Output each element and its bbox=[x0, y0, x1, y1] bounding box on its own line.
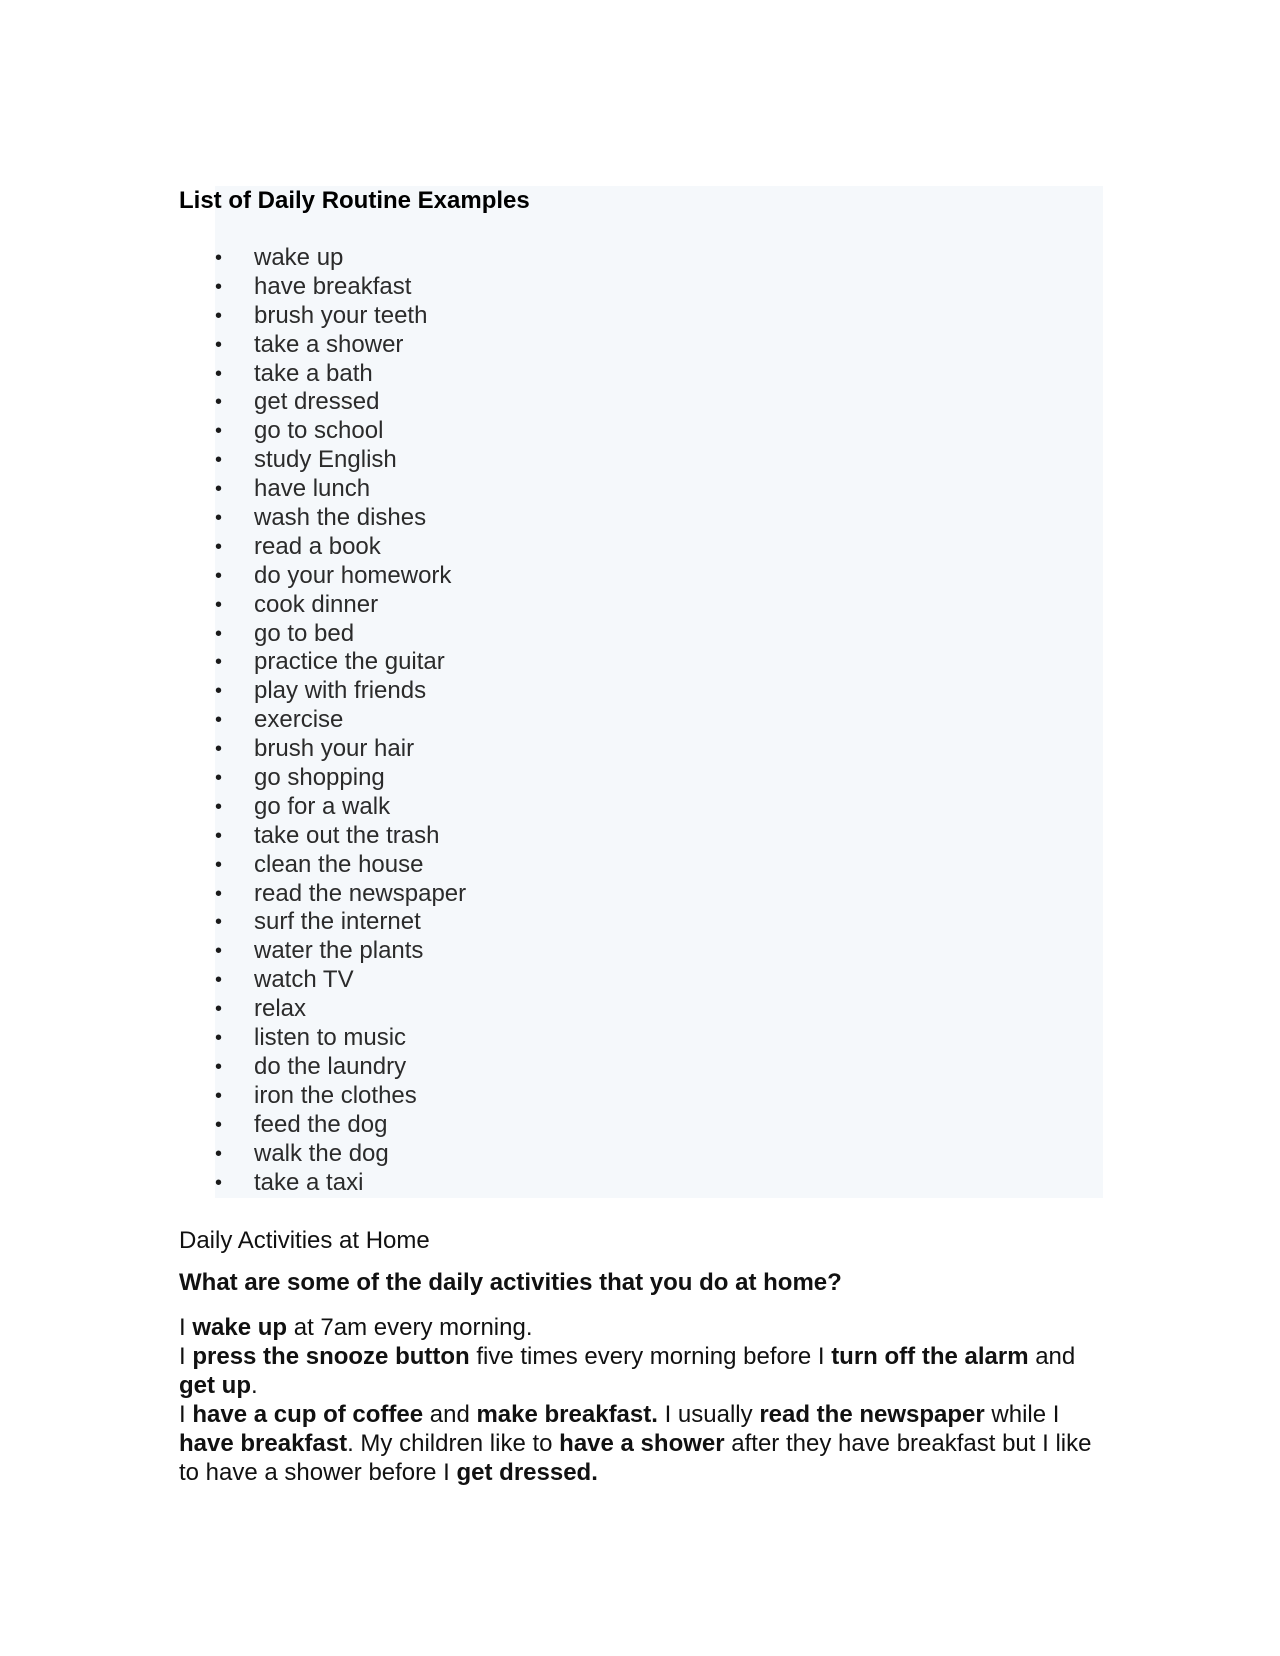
list-item bbox=[215, 302, 466, 331]
list-item-label: listen to music bbox=[254, 1024, 407, 1052]
list-item bbox=[215, 966, 466, 995]
bullet-icon: • bbox=[215, 449, 223, 472]
paragraph-text: and bbox=[423, 1401, 477, 1428]
paragraph-text: I usually bbox=[657, 1401, 760, 1428]
list-item-label: have breakfast bbox=[254, 272, 412, 300]
bullet-icon: • bbox=[215, 1171, 223, 1194]
list-item bbox=[215, 360, 466, 389]
paragraph-bold-phrase: get dressed. bbox=[456, 1459, 598, 1486]
list-item-label: clean the house bbox=[254, 850, 424, 878]
bullet-icon: • bbox=[215, 564, 223, 587]
list-item bbox=[215, 504, 466, 533]
bullet-icon: • bbox=[215, 535, 223, 558]
list-item-label: cook dinner bbox=[254, 590, 379, 618]
bullet-icon: • bbox=[215, 247, 223, 269]
list-item-label: read a book bbox=[254, 532, 381, 560]
list-item bbox=[215, 244, 466, 273]
list-item-label: play with friends bbox=[254, 677, 427, 705]
list-item bbox=[215, 446, 466, 475]
bullet-icon: • bbox=[215, 593, 223, 616]
list-item bbox=[215, 388, 466, 417]
bullet-icon: • bbox=[215, 1027, 223, 1050]
bullet-icon: • bbox=[215, 940, 223, 963]
paragraph-text: after they have breakfast but I like to have a shower before I bbox=[179, 1430, 1092, 1486]
paragraph-bold-phrase: get up bbox=[179, 1372, 251, 1399]
list-item-label: do the laundry bbox=[254, 1052, 407, 1080]
list-item-label: go to school bbox=[254, 417, 384, 445]
bullet-icon: • bbox=[215, 1142, 223, 1165]
list-item-label: surf the internet bbox=[254, 908, 421, 936]
list-item-label: get dressed bbox=[254, 388, 380, 416]
list-item-label: read the newspaper bbox=[254, 879, 467, 907]
list-item-label: relax bbox=[254, 995, 307, 1023]
list-item bbox=[215, 1140, 466, 1169]
paragraph-bold-phrase: make breakfast. bbox=[476, 1401, 658, 1428]
section-subheading: Daily Activities at Home bbox=[179, 1227, 430, 1254]
list-item-label: study English bbox=[254, 446, 397, 474]
bullet-icon: • bbox=[215, 738, 223, 761]
paragraph-text: at 7am every morning. bbox=[287, 1314, 533, 1341]
list-item bbox=[215, 937, 466, 966]
list-item-label: do your homework bbox=[254, 561, 452, 589]
section-question: What are some of the daily activities that you do at home? bbox=[179, 1269, 842, 1296]
list-item-label: wake up bbox=[254, 244, 344, 271]
bullet-icon: • bbox=[215, 680, 223, 703]
list-item-label: water the plants bbox=[254, 937, 424, 965]
list-item-label: have lunch bbox=[254, 475, 371, 503]
list-item-label: watch TV bbox=[254, 966, 354, 994]
list-item bbox=[215, 793, 466, 822]
bullet-icon: • bbox=[215, 1084, 223, 1107]
list-item bbox=[215, 417, 466, 446]
list-item bbox=[215, 1024, 466, 1053]
list-item-label: go for a walk bbox=[254, 792, 391, 820]
bullet-icon: • bbox=[215, 333, 223, 356]
list-item bbox=[215, 880, 466, 909]
list-item bbox=[215, 735, 466, 764]
list-item-label: go to bed bbox=[254, 619, 355, 647]
list-item bbox=[215, 648, 466, 677]
paragraph-text: . bbox=[251, 1372, 258, 1399]
bullet-icon: • bbox=[215, 853, 223, 876]
bullet-icon: • bbox=[215, 507, 223, 530]
list-item-label: wash the dishes bbox=[254, 504, 427, 532]
paragraph-text: I bbox=[179, 1314, 193, 1341]
bullet-icon: • bbox=[215, 1055, 223, 1078]
list-item bbox=[215, 677, 466, 706]
list-item bbox=[215, 273, 466, 302]
bullet-icon: • bbox=[215, 622, 223, 645]
list-item bbox=[215, 1082, 466, 1111]
list-item-label: feed the dog bbox=[254, 1110, 388, 1138]
list-item bbox=[215, 706, 466, 735]
list-item bbox=[215, 331, 466, 360]
bullet-icon: • bbox=[215, 911, 223, 934]
list-item-label: go shopping bbox=[254, 764, 385, 792]
list-item-label: take a shower bbox=[254, 330, 404, 358]
paragraph-text: I bbox=[179, 1401, 193, 1428]
paragraph-text: five times every morning before I bbox=[469, 1343, 832, 1370]
bullet-icon: • bbox=[215, 362, 223, 385]
bullet-icon: • bbox=[215, 391, 223, 414]
bullet-icon: • bbox=[215, 420, 223, 443]
paragraph-text: and bbox=[1028, 1343, 1076, 1370]
list-item bbox=[215, 562, 466, 591]
bullet-icon: • bbox=[215, 969, 223, 992]
list-item bbox=[215, 995, 466, 1024]
paragraph-bold-phrase: read the newspaper bbox=[759, 1401, 985, 1428]
list-item-label: take a taxi bbox=[254, 1168, 364, 1196]
routine-list bbox=[215, 244, 466, 1197]
bullet-icon: • bbox=[215, 767, 223, 790]
list-item-label: exercise bbox=[254, 706, 344, 734]
list-item-label: practice the guitar bbox=[254, 648, 445, 676]
bullet-icon: • bbox=[215, 651, 223, 674]
paragraph-bold-phrase: press the snooze button bbox=[192, 1343, 470, 1370]
bullet-icon: • bbox=[215, 709, 223, 732]
list-item-label: walk the dog bbox=[254, 1139, 389, 1167]
list-item bbox=[215, 591, 466, 620]
page-title: List of Daily Routine Examples bbox=[179, 187, 530, 214]
list-item-label: take out the trash bbox=[254, 821, 440, 849]
bullet-icon: • bbox=[215, 882, 223, 905]
bullet-icon: • bbox=[215, 478, 223, 501]
paragraph-text: . My children like to bbox=[347, 1430, 560, 1457]
list-item bbox=[215, 851, 466, 880]
paragraph-text: I bbox=[179, 1343, 193, 1370]
bullet-icon: • bbox=[215, 824, 223, 847]
bullet-icon: • bbox=[215, 795, 223, 818]
list-item bbox=[215, 908, 466, 937]
bullet-icon: • bbox=[215, 275, 223, 298]
list-item-label: brush your hair bbox=[254, 735, 415, 763]
list-item bbox=[215, 822, 466, 851]
bullet-icon: • bbox=[215, 998, 223, 1021]
list-item bbox=[215, 1111, 466, 1140]
paragraph-bold-phrase: have breakfast bbox=[179, 1430, 348, 1457]
list-item bbox=[215, 764, 466, 793]
paragraph-bold-phrase: turn off the alarm bbox=[831, 1343, 1029, 1370]
list-item bbox=[215, 1053, 466, 1082]
list-item-label: take a bath bbox=[254, 359, 373, 387]
list-item bbox=[215, 475, 466, 504]
bullet-icon: • bbox=[215, 1113, 223, 1136]
list-item bbox=[215, 1169, 466, 1198]
paragraph-text: while I bbox=[984, 1401, 1060, 1428]
list-item-label: brush your teeth bbox=[254, 301, 428, 329]
list-item bbox=[215, 533, 466, 562]
list-item bbox=[215, 620, 466, 649]
list-item-label: iron the clothes bbox=[254, 1081, 417, 1109]
paragraph-bold-phrase: wake up bbox=[192, 1314, 288, 1341]
routine-paragraph bbox=[179, 1313, 1109, 1487]
paragraph-bold-phrase: have a cup of coffee bbox=[192, 1401, 424, 1428]
bullet-icon: • bbox=[215, 304, 223, 327]
paragraph-bold-phrase: have a shower bbox=[559, 1430, 725, 1457]
